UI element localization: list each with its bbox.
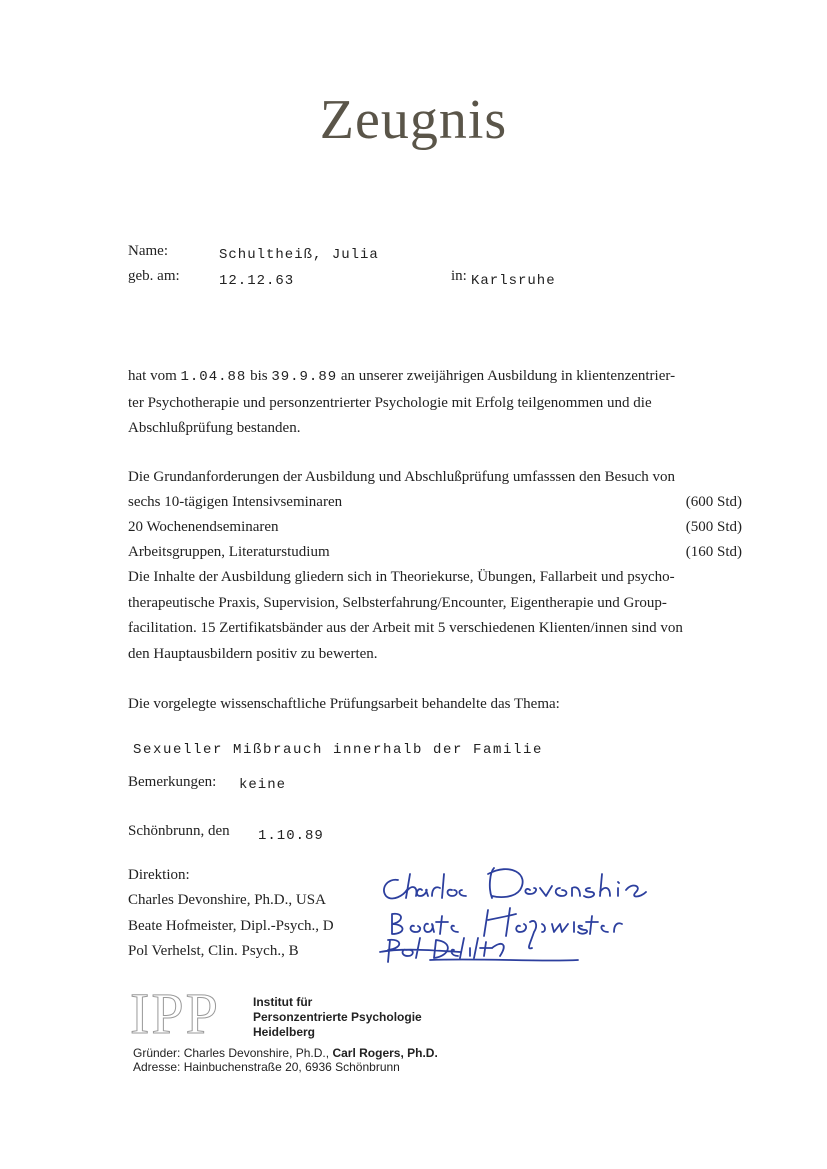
- place-date-value: 1.10.89: [258, 828, 324, 844]
- institute-line: Heidelberg: [253, 1025, 316, 1039]
- requirement-hours: (160 Std): [685, 544, 742, 560]
- requirement-label: 20 Wochenendseminaren: [128, 519, 279, 535]
- requirement-row: [128, 494, 742, 511]
- director-name: Beate Hofmeister, Dipl.-Psych., D: [128, 918, 334, 934]
- requirement-row: [128, 519, 742, 536]
- birth-place-value: Karlsruhe: [471, 273, 556, 289]
- thesis-intro: Die vorgelegte wissenschaftliche Prüfungsarbeit behandelte das Thema:: [128, 696, 560, 712]
- remarks-value: keine: [239, 777, 287, 793]
- founders-bold: Carl Rogers, Ph.D.: [332, 1046, 438, 1060]
- requirement-row: [128, 544, 742, 561]
- director-name: Pol Verhelst, Clin. Psych., B: [128, 943, 299, 959]
- remarks-label: Bemerkungen:: [128, 774, 217, 790]
- training-line-3: Abschlußprüfung bestanden.: [128, 420, 301, 436]
- director-name: Charles Devonshire, Ph.D., USA: [128, 892, 326, 908]
- signature-hofmeister: [392, 914, 458, 934]
- direction-label: Direktion:: [128, 867, 190, 883]
- content-line-3: facilitation. 15 Zertifikatsbänder aus der Arbeit mit 5 verschiedenen Klienten/innen sind von: [128, 620, 683, 636]
- birth-date-label: geb. am:: [128, 268, 180, 284]
- founders-label: Gründer: Charles Devonshire, Ph.D.,: [133, 1046, 330, 1060]
- signature-verhelst: [380, 938, 578, 962]
- institute-name: [253, 995, 422, 1040]
- training-line-1: [128, 368, 742, 385]
- place-date-label: Schönbrunn, den: [128, 823, 230, 839]
- institute-line: Institut für: [253, 995, 313, 1009]
- name-label: Name:: [128, 243, 168, 259]
- requirement-label: sechs 10-tägigen Intensivseminaren: [128, 494, 343, 510]
- ipp-logo-text: IPP: [130, 987, 220, 1039]
- document-title: Zeugnis: [319, 89, 508, 151]
- name-value: Schultheiß, Julia: [219, 247, 379, 263]
- content-line-1: Die Inhalte der Ausbildung gliedern sich in Theoriekurse, Übungen, Fallarbeit und psycho-: [128, 569, 675, 585]
- thesis-topic: Sexueller Mißbrauch innerhalb der Familie: [133, 742, 544, 758]
- training-line-2: ter Psychotherapie und personzentrierter Psychologie mit Erfolg teilgenommen und die: [128, 395, 652, 411]
- institute-line: Personzentrierte Psychologie: [253, 1010, 422, 1024]
- founders-line: [133, 1046, 438, 1060]
- birth-date-value: 12.12.63: [219, 273, 295, 289]
- requirements-intro: Die Grundanforderungen der Ausbildung und Abschlußprüfung umfasssen den Besuch von: [128, 469, 675, 485]
- training-mid: bis: [250, 368, 268, 384]
- training-prefix: hat vom: [128, 368, 177, 384]
- content-line-2: therapeutische Praxis, Supervision, Selbsterfahrung/Encounter, Eigentherapie und Group-: [128, 595, 667, 611]
- address-line: Adresse: Hainbuchenstraße 20, 6936 Schönbrunn: [133, 1060, 400, 1074]
- training-line-1-rest: an unserer zweijährigen Ausbildung in klientenzentrier-: [340, 368, 676, 384]
- training-to-date: 39.9.89: [271, 369, 338, 385]
- content-line-4: den Hauptausbildern positiv zu bewerten.: [128, 646, 378, 662]
- ipp-logo: [128, 987, 240, 1039]
- birth-place-label: in:: [451, 268, 467, 284]
- signature-devonshire: [384, 874, 466, 898]
- requirement-label: Arbeitsgruppen, Literaturstudium: [128, 544, 330, 560]
- signatures-image: [370, 852, 660, 972]
- training-from-date: 1.04.88: [180, 369, 247, 385]
- requirement-hours: (500 Std): [685, 519, 742, 535]
- requirement-hours: (600 Std): [685, 494, 742, 510]
